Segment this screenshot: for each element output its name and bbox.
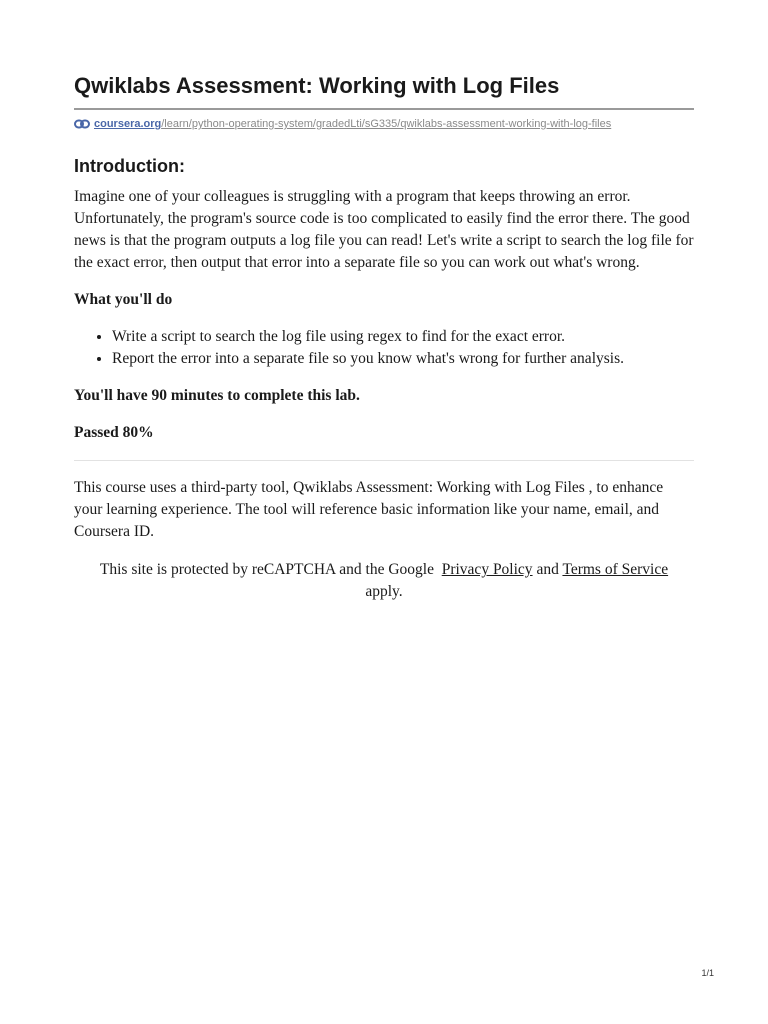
passed-status: Passed 80% [74,424,154,441]
introduction-heading: Introduction: [74,156,185,176]
recaptcha-notice [74,559,694,603]
recaptcha-prefix: This site is protected by reCAPTCHA and the Google [99,561,434,578]
introduction-text: Imagine one of your colleagues is struggling with a program that keeps throwing an error. Unfortunately, the program's source code is too complicated to easily find the error there. The good news is that the program outputs a log file you can read! Let's write a script to search the log file for the exact error, then output that error into a separate file so you can work out what's wrong. [74,188,694,271]
recaptcha-and: and [536,561,559,578]
source-url[interactable] [74,116,694,132]
list-item: • Report the error into a separate file so you know what's wrong for further analysis. [112,348,694,370]
page-title: Qwiklabs Assessment: Working with Log Files [74,73,560,98]
third-party-tool-note: This course uses a third-party tool, Qwiklabs Assessment: Working with Log Files , to enhance your learning experience. The tool will reference basic information like your name, email, and Coursera ID. [74,479,664,540]
title-divider [74,108,694,110]
recaptcha-suffix: apply. [365,583,403,600]
what-youll-do-heading: What you'll do [74,291,173,308]
list-item: • Write a script to search the log file using regex to find for the exact error. [112,326,694,348]
page-number: 1/1 [701,968,714,978]
terms-of-service-link[interactable]: Terms of Service [562,561,669,578]
source-path[interactable]: /learn/python-operating-system/gradedLti/sG335/qwiklabs-assessment-working-with-log-files [161,118,612,130]
privacy-policy-link[interactable]: Privacy Policy [441,561,533,578]
time-limit-note: You'll have 90 minutes to complete this lab. [74,387,360,404]
source-domain[interactable]: coursera.org [94,118,162,130]
task-list [74,326,694,370]
document-page [74,0,694,603]
link-chain-icon [74,119,90,129]
section-divider [74,460,694,461]
